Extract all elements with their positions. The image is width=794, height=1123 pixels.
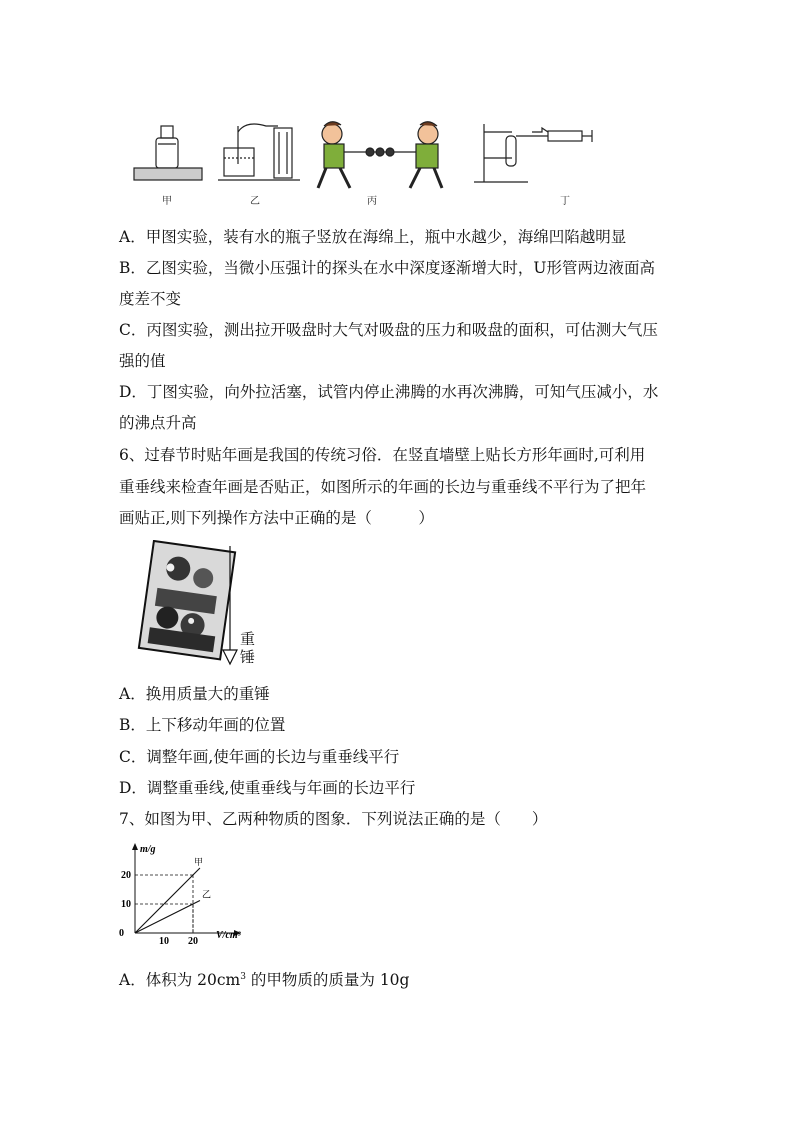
figure-label-yi: 乙 xyxy=(250,196,260,207)
q5-option-c: C．丙图实验，测出拉开吸盘时大气对吸盘的压力和吸盘的面积，可估测大气压 xyxy=(119,321,658,339)
figure-label-jia: 甲 xyxy=(162,196,172,207)
bottle-on-sponge-sketch xyxy=(134,126,202,180)
q6-option-d: D．调整重垂线,使重垂线与年画的长边平行 xyxy=(119,779,416,797)
q7-option-a-sup: 3 xyxy=(240,971,246,982)
y-tick-label-20: 20 xyxy=(121,870,131,881)
q5-option-b: B．乙图实验，当微小压强计的探头在水中深度逐渐增大时，U形管两边液面高 xyxy=(119,259,655,277)
series-line-1 xyxy=(135,868,200,933)
q6-option-c: C．调整年画,使年画的长边与重垂线平行 xyxy=(119,748,400,766)
x-tick-label-20: 20 xyxy=(188,936,198,947)
x-axis-label: V/cm³ xyxy=(216,930,241,941)
suction-cup-pull-sketch xyxy=(318,122,442,188)
series-line-2 xyxy=(135,901,200,933)
figure-label-ding: 丁 xyxy=(560,196,570,207)
q7-stem: 7、如图为甲、乙两种物质的图象．下列说法正确的是（ ） xyxy=(119,810,548,828)
origin-label: 0 xyxy=(119,928,124,939)
pressure-gauge-sketch xyxy=(218,124,300,180)
q5-option-a: A．甲图实验，装有水的瓶子竖放在海绵上，瓶中水越少，海绵凹陷越明显 xyxy=(119,228,627,246)
q6-stem-line3: 画贴正,则下列操作方法中正确的是（ ） xyxy=(119,509,434,527)
plumb-label-line2: 锤 xyxy=(240,648,256,666)
experiment-figures xyxy=(128,118,598,204)
q6-stem-line1: 6、过春节时贴年画是我国的传统习俗．在竖直墙壁上贴长方形年画时,可利用 xyxy=(119,446,646,464)
q6-option-b: B．上下移动年画的位置 xyxy=(119,716,286,734)
q5-option-d-cont: 的沸点升高 xyxy=(119,414,197,432)
series-label-1: 甲 xyxy=(193,858,203,869)
q6-stem-line2: 重垂线来检查年画是否贴正，如图所示的年画的长边与重垂线不平行为了把年 xyxy=(119,478,647,496)
q5-option-d: D．丁图实验，向外拉活塞，试管内停止沸腾的水再次沸腾，可知气压减小，水 xyxy=(119,383,659,401)
y-tick-label-10: 10 xyxy=(121,899,131,910)
q5-option-c-cont: 强的值 xyxy=(119,352,166,370)
mass-volume-graph xyxy=(110,840,260,950)
y-axis-label: m/g xyxy=(140,844,156,855)
figure-label-bing: 丙 xyxy=(367,196,377,207)
q6-option-a: A．换用质量大的重锤 xyxy=(119,685,270,703)
q7-option-a xyxy=(119,970,409,990)
q7-option-a-prefix: A．体积为 20cm xyxy=(119,971,241,989)
q5-option-b-cont: 度差不变 xyxy=(119,290,182,308)
x-tick-label-10: 10 xyxy=(159,936,169,947)
series-label-2: 乙 xyxy=(201,890,211,901)
syringe-test-tube-sketch xyxy=(474,124,592,182)
q7-option-a-suffix: 的甲物质的质量为 10g xyxy=(245,971,410,989)
plumb-label-line1: 重 xyxy=(240,630,256,648)
